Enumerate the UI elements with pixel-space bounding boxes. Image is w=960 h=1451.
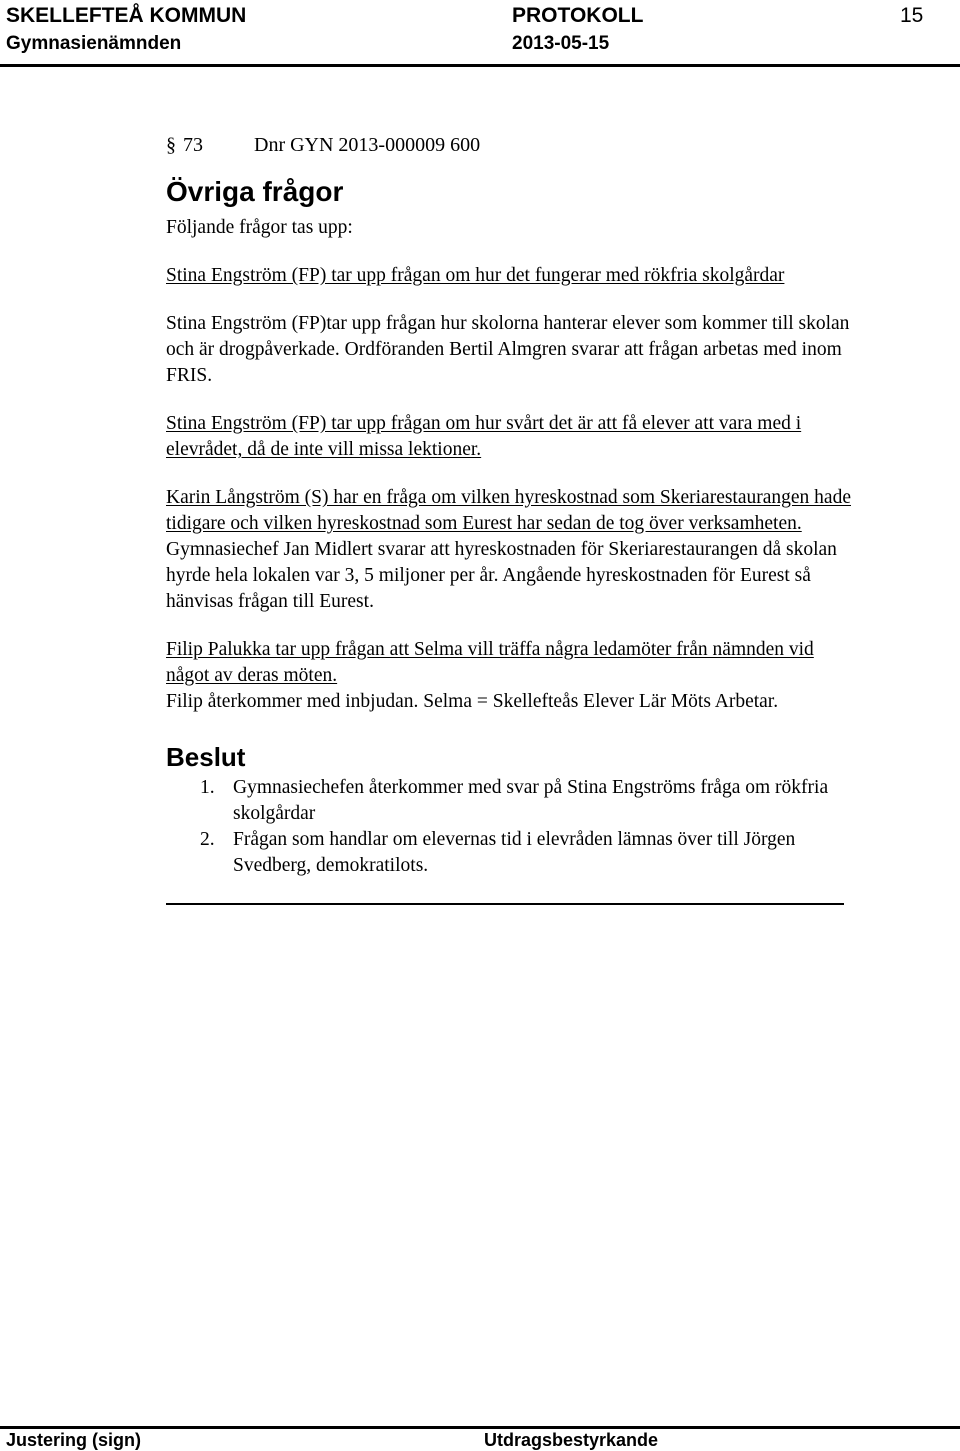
decision-item <box>166 775 856 827</box>
decision-list <box>166 775 856 879</box>
board-name: Gymnasienämnden <box>6 33 182 54</box>
footer-divider <box>0 1426 960 1429</box>
decision-item-number: 2. <box>200 829 215 850</box>
document-body <box>166 131 856 905</box>
answer-text: Filip återkommer med inbjudan. Selma = Skellefteås Elever Lär Möts Arbetar. <box>166 691 779 712</box>
decision-heading: Beslut <box>166 742 246 772</box>
question-5 <box>166 637 856 715</box>
case-number: Dnr GYN 2013-000009 600 <box>254 134 481 156</box>
question-2 <box>166 311 856 389</box>
question-1 <box>166 263 856 289</box>
decision-item-text: Frågan som handlar om elevernas tid i elevråden lämnas över till Jörgen Svedberg, demokratilots. <box>233 829 796 876</box>
question-text: Karin Långström (S) har en fråga om vilken hyreskostnad som Skeriarestaurangen hade tidigare och vilken hyreskostnad som Eurest har sedan de tog över verksamheten. <box>166 487 851 534</box>
question-4 <box>166 485 856 615</box>
header-divider <box>0 64 960 67</box>
section-number: 73 <box>183 134 203 156</box>
decision-item-number: 1. <box>200 777 215 798</box>
document-type: PROTOKOLL <box>512 4 644 27</box>
decision-item-text: Gymnasiechefen återkommer med svar på Stina Engströms fråga om rökfria skolgårdar <box>233 777 829 824</box>
question-text: Stina Engström (FP)tar upp frågan hur skolorna hanterar elever som kommer till skolan och är drogpåverkade. Ordföranden Bertil Almgren svarar att frågan arbetas med inom FRIS. <box>166 313 850 386</box>
question-text: Stina Engström (FP) tar upp frågan om hur det fungerar med rökfria skolgårdar <box>166 265 785 286</box>
question-text: Filip Palukka tar upp frågan att Selma vill träffa några ledamöter från nämnden vid något av deras möten. <box>166 639 814 686</box>
section-end-rule <box>166 903 844 905</box>
meeting-date: 2013-05-15 <box>512 33 610 54</box>
page-number: 15 <box>900 4 924 27</box>
intro-text: Följande frågor tas upp: <box>166 217 353 238</box>
section-title: Övriga frågor <box>166 176 344 207</box>
signature-label: Justering (sign) <box>6 1430 142 1450</box>
decision-item <box>166 827 856 879</box>
section-symbol: § <box>166 134 176 156</box>
organization-name: SKELLEFTEÅ KOMMUN <box>6 4 247 27</box>
question-text: Stina Engström (FP) tar upp frågan om hur svårt det är att få elever att vara med i elevrådet, då de inte vill missa lektioner. <box>166 413 802 460</box>
section-reference <box>166 131 856 159</box>
certification-label: Utdragsbestyrkande <box>484 1430 659 1450</box>
question-3 <box>166 411 856 463</box>
answer-text: Gymnasiechef Jan Midlert svarar att hyreskostnaden för Skeriarestaurangen då skolan hyrde hela lokalen var 3, 5 miljoner per år. Angående hyreskostnaden för Eurest så hänvisas frågan till Eurest. <box>166 539 837 612</box>
